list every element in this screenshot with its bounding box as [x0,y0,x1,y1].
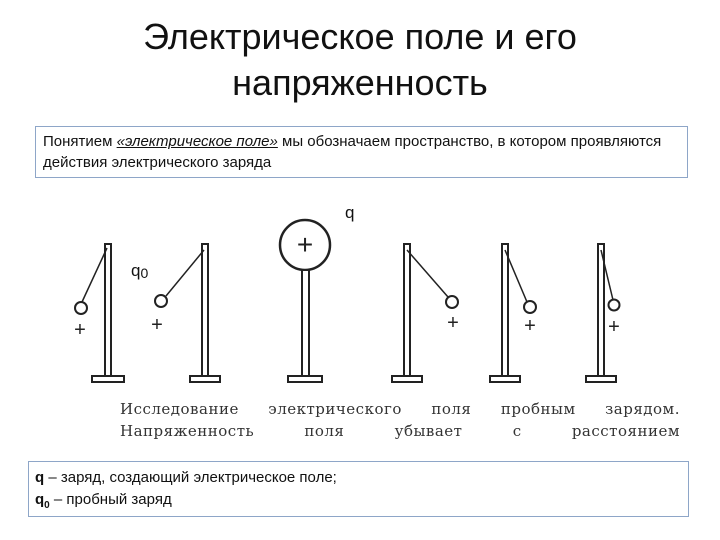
plus-sign: + [608,316,620,338]
source-charge-label: q [345,203,355,222]
stand-6 [586,244,620,382]
plus-sign: + [524,315,536,337]
slide-title-line1: Электрическое поле и его [143,16,577,57]
legend-text-q: – заряд, создающий электрическое поле; [44,469,337,486]
test-charge-label: q0 [131,261,149,281]
stand-5 [490,244,536,382]
legend-symbol-q0: $q_0$ [35,491,50,511]
test-charge-ball [609,300,620,311]
test-charge-ball [75,302,87,314]
slide-title-line2: напряженность [232,62,488,103]
legend-line-1 [35,467,682,489]
test-charge-ball [524,301,536,313]
legend-line-2 [35,489,682,517]
plus-sign: + [151,314,163,336]
test-charge-ball [155,295,167,307]
stand-2 [155,244,220,382]
legend-text-q0: – пробный заряд [49,491,172,508]
test-charge-ball [446,296,458,308]
legend-symbol-q: q [35,469,45,486]
definition-prefix: Понятием [43,133,117,150]
definition-suffix: мы обозначаем пространство, в котором проявляются действия электрического заряда [43,133,662,171]
plus-sign: + [447,312,459,334]
definition-term: «электрическое поле» [116,133,278,150]
stand-1 [75,244,124,382]
plus-sign: + [74,319,86,341]
legend-box [28,461,689,517]
source-plus-sign: + [296,229,314,260]
figure-caption: Исследование электрического поля пробным зарядом. Напряженность поля убывает с расстоянием [120,400,680,440]
